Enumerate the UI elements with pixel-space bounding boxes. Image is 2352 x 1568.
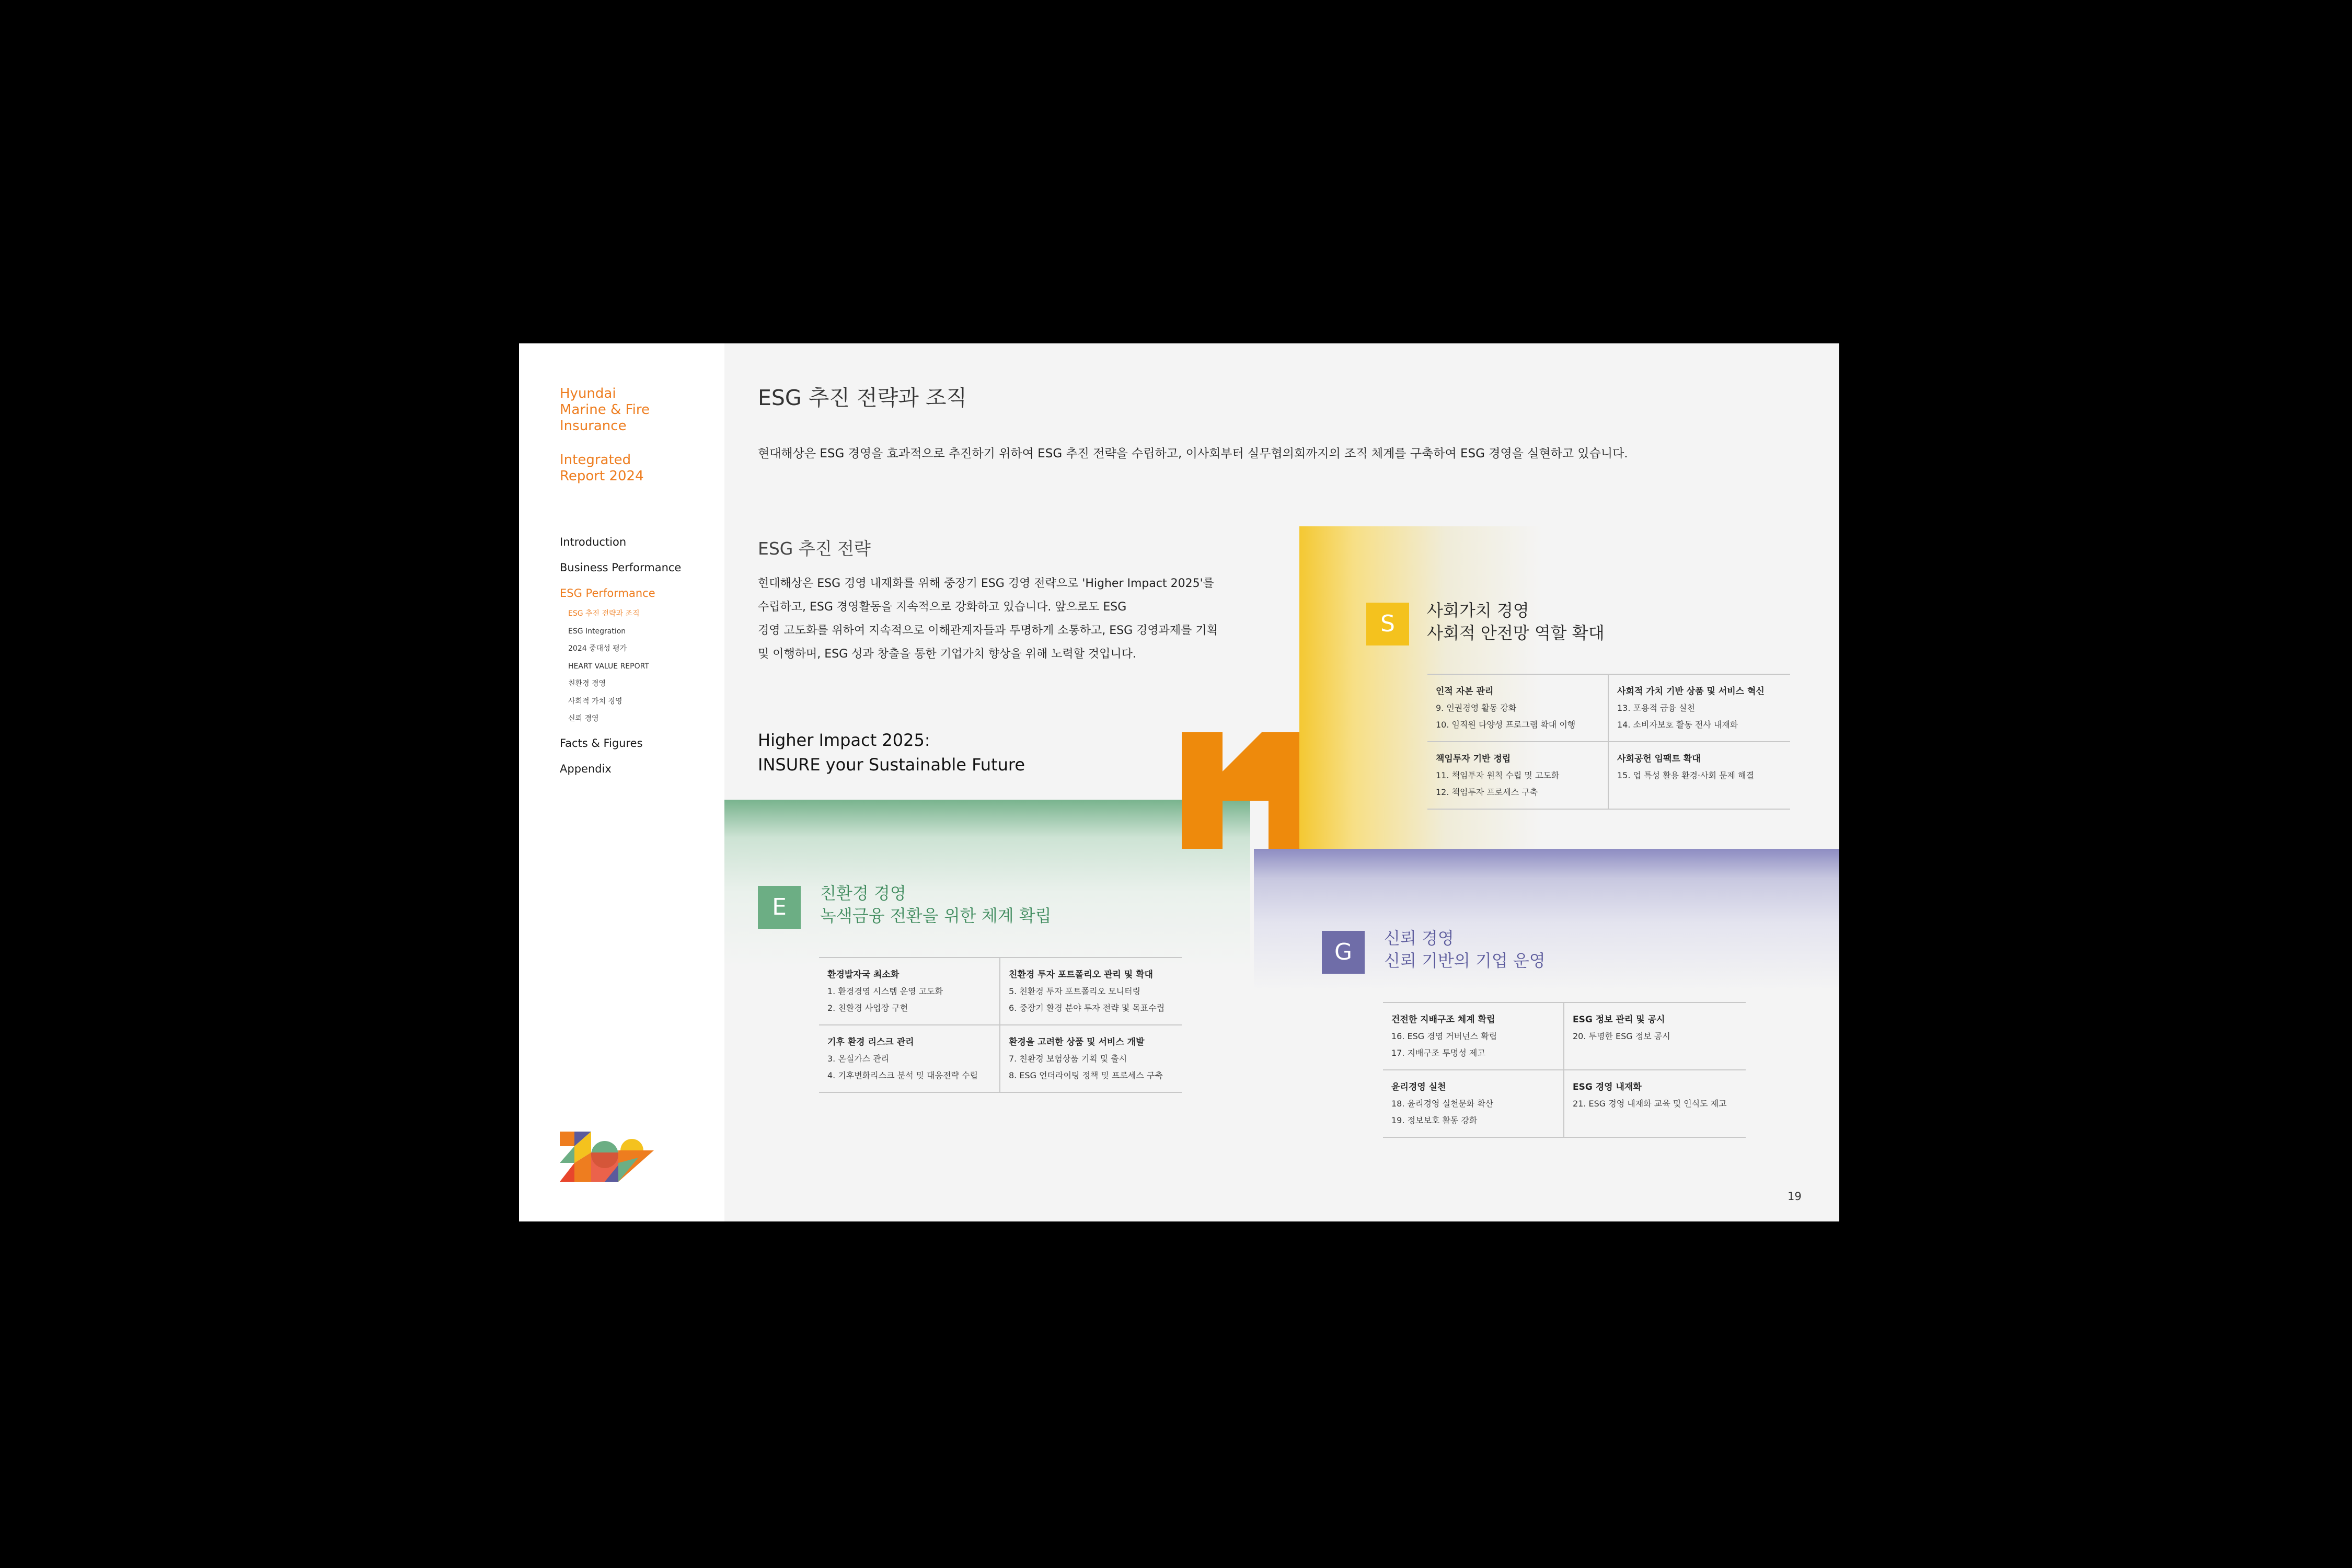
task-cell-heading: 기후 환경 리스크 관리 [827,1037,914,1047]
nav-item-facts-figures[interactable]: Facts & Figures [560,736,643,750]
task-item: 14. 소비자보호 활동 전사 내재화 [1617,720,1738,730]
governance-pillar-title-line: 신뢰 기반의 기업 운영 [1384,951,1546,971]
nav-subitem-heart-value-report[interactable]: HEART VALUE REPORT [568,662,649,671]
strategy-description-line: 수립하고, ESG 경영활동을 지속적으로 강화하고 있습니다. 앞으로도 ESG [758,601,1127,614]
task-item: 10. 임직원 다양성 프로그램 확대 이행 [1436,720,1576,730]
social-task-cell [1427,742,1609,810]
task-item: 11. 책임투자 원칙 수립 및 고도화 [1436,770,1560,780]
social-task-cell [1609,742,1790,810]
task-cell-heading: 환경을 고려한 상품 및 서비스 개발 [1009,1037,1145,1047]
social-task-cell [1427,675,1609,742]
navigation-menu [560,535,717,788]
task-item: 5. 친환경 투자 포트폴리오 모니터링 [1009,986,1140,996]
social-task-cell [1609,675,1790,742]
nav-item-introduction[interactable]: Introduction [560,536,627,548]
environment-task-cell [819,958,1000,1025]
environment-task-grid [819,957,1182,1093]
task-item: 13. 포용적 금융 실천 [1617,703,1695,713]
governance-pillar-title-line: 신뢰 경영 [1384,928,1454,948]
social-pillar-title [1427,599,1605,644]
strategy-description-line: 현대해상은 ESG 경영 내재화를 위해 중장기 ESG 경영 전략으로 'Higher Impact 2025'를 [758,577,1214,590]
environment-task-cell [1000,1025,1182,1093]
company-name-line: Insurance [560,418,627,434]
task-item: 12. 책임투자 프로세스 구축 [1436,787,1538,797]
company-name-line: Marine & Fire [560,402,650,418]
page-title: ESG 추진 전략과 조직 [758,385,967,410]
environment-pillar-title [820,882,1052,927]
strategy-description-line: 및 이행하며, ESG 성과 창출을 통한 기업가치 향상을 위해 노력할 것입니다. [758,648,1136,661]
social-letter-badge: S [1366,603,1409,645]
governance-task-cell [1383,1070,1564,1138]
task-cell-heading: 환경발자국 최소화 [827,970,900,980]
strategy-slogan [758,728,1025,777]
strategy-description [758,572,1239,666]
task-cell-heading: 윤리경영 실천 [1391,1082,1446,1092]
social-pillar-title-line: 사회가치 경영 [1427,601,1529,620]
governance-task-cell [1383,1003,1564,1070]
task-cell-heading: 사회공헌 임팩트 확대 [1617,754,1701,764]
task-item: 19. 정보보호 활동 강화 [1391,1115,1478,1125]
strategy-section-title: ESG 추진 전략 [758,538,871,559]
task-item: 4. 기후변화리스크 분석 및 대응전략 수립 [827,1070,978,1080]
governance-task-cell [1564,1003,1746,1070]
nav-item-business-performance[interactable]: Business Performance [560,561,682,574]
task-item: 9. 인권경영 활동 강화 [1436,703,1517,713]
task-item: 21. ESG 경영 내재화 교육 및 인식도 제고 [1573,1099,1727,1109]
report-name-line: Report 2024 [560,468,644,484]
heart-logo-icon [560,1132,654,1182]
task-item: 6. 중장기 환경 분야 투자 전략 및 목표수립 [1009,1003,1165,1013]
governance-task-cell [1564,1070,1746,1138]
task-item: 3. 온실가스 관리 [827,1054,890,1064]
nav-subitem-social-value[interactable]: 사회적 가치 경영 [568,697,622,706]
nav-subitem-esg-strategy[interactable]: ESG 추진 전략과 조직 [568,609,640,618]
governance-task-grid [1383,1002,1746,1138]
task-item: 20. 투명한 ESG 정보 공시 [1573,1031,1670,1041]
nav-subitem-governance[interactable]: 신뢰 경영 [568,714,599,723]
task-item: 16. ESG 경영 거버넌스 확립 [1391,1031,1497,1041]
task-cell-heading: 책임투자 기반 정립 [1436,754,1511,764]
h-letter-mark-icon [1182,732,1299,849]
governance-pillar-title [1384,927,1546,972]
sidebar [519,343,724,1221]
environment-task-cell [819,1025,1000,1093]
slogan-line: Higher Impact 2025: [758,730,930,750]
company-name-line: Hyundai [560,386,616,401]
nav-item-appendix[interactable]: Appendix [560,762,612,775]
environment-pillar-title-line: 친환경 경영 [820,883,906,903]
strategy-description-line: 경영 고도화를 위하여 지속적으로 이해관계자들과 투명하게 소통하고, ESG 경영과제를 기획 [758,624,1218,637]
task-item: 7. 친환경 보험상품 기획 및 출시 [1009,1054,1127,1064]
nav-submenu-esg [560,608,717,736]
task-cell-heading: 건전한 지배구조 체계 확립 [1391,1014,1495,1025]
nav-item-esg-performance[interactable]: ESG Performance [560,587,655,599]
task-cell-heading: 인적 자본 관리 [1436,686,1494,697]
task-item: 8. ESG 언더라이팅 정책 및 프로세스 구축 [1009,1070,1163,1080]
social-pillar-title-line: 사회적 안전망 역할 확대 [1427,623,1605,643]
task-item: 15. 업 특성 활용 환경·사회 문제 해결 [1617,770,1754,780]
page-lead-text: 현대해상은 ESG 경영을 효과적으로 추진하기 위하여 ESG 추진 전략을 수립하고, 이사회부터 실무협의회까지의 조직 체계를 구축하여 ESG 경영을 실현하고 있습니다. [758,447,1628,460]
nav-subitem-materiality[interactable]: 2024 중대성 평가 [568,644,627,653]
task-item: 2. 친환경 사업장 구현 [827,1003,908,1013]
company-name [560,386,650,434]
task-cell-heading: 친환경 투자 포트폴리오 관리 및 확대 [1009,970,1153,980]
report-name [560,452,644,485]
environment-pillar-title-line: 녹색금융 전환을 위한 체계 확립 [820,906,1052,926]
slogan-line: INSURE your Sustainable Future [758,755,1025,775]
task-item: 1. 환경경영 시스템 운영 고도화 [827,986,943,996]
page-number: 19 [1788,1190,1802,1203]
nav-subitem-environment[interactable]: 친환경 경영 [568,679,606,688]
task-item: 17. 지배구조 투명성 제고 [1391,1048,1485,1058]
environment-task-cell [1000,958,1182,1025]
nav-subitem-esg-integration[interactable]: ESG Integration [568,627,626,636]
task-item: 18. 윤리경영 실천문화 확산 [1391,1099,1494,1109]
environment-letter-badge: E [758,886,801,929]
report-name-line: Integrated [560,452,631,468]
report-page [519,343,1839,1221]
task-cell-heading: 사회적 가치 기반 상품 및 서비스 혁신 [1617,686,1765,697]
task-cell-heading: ESG 정보 관리 및 공시 [1573,1014,1665,1025]
social-task-grid [1427,674,1790,810]
governance-letter-badge: G [1322,931,1365,974]
task-cell-heading: ESG 경영 내재화 [1573,1082,1642,1092]
